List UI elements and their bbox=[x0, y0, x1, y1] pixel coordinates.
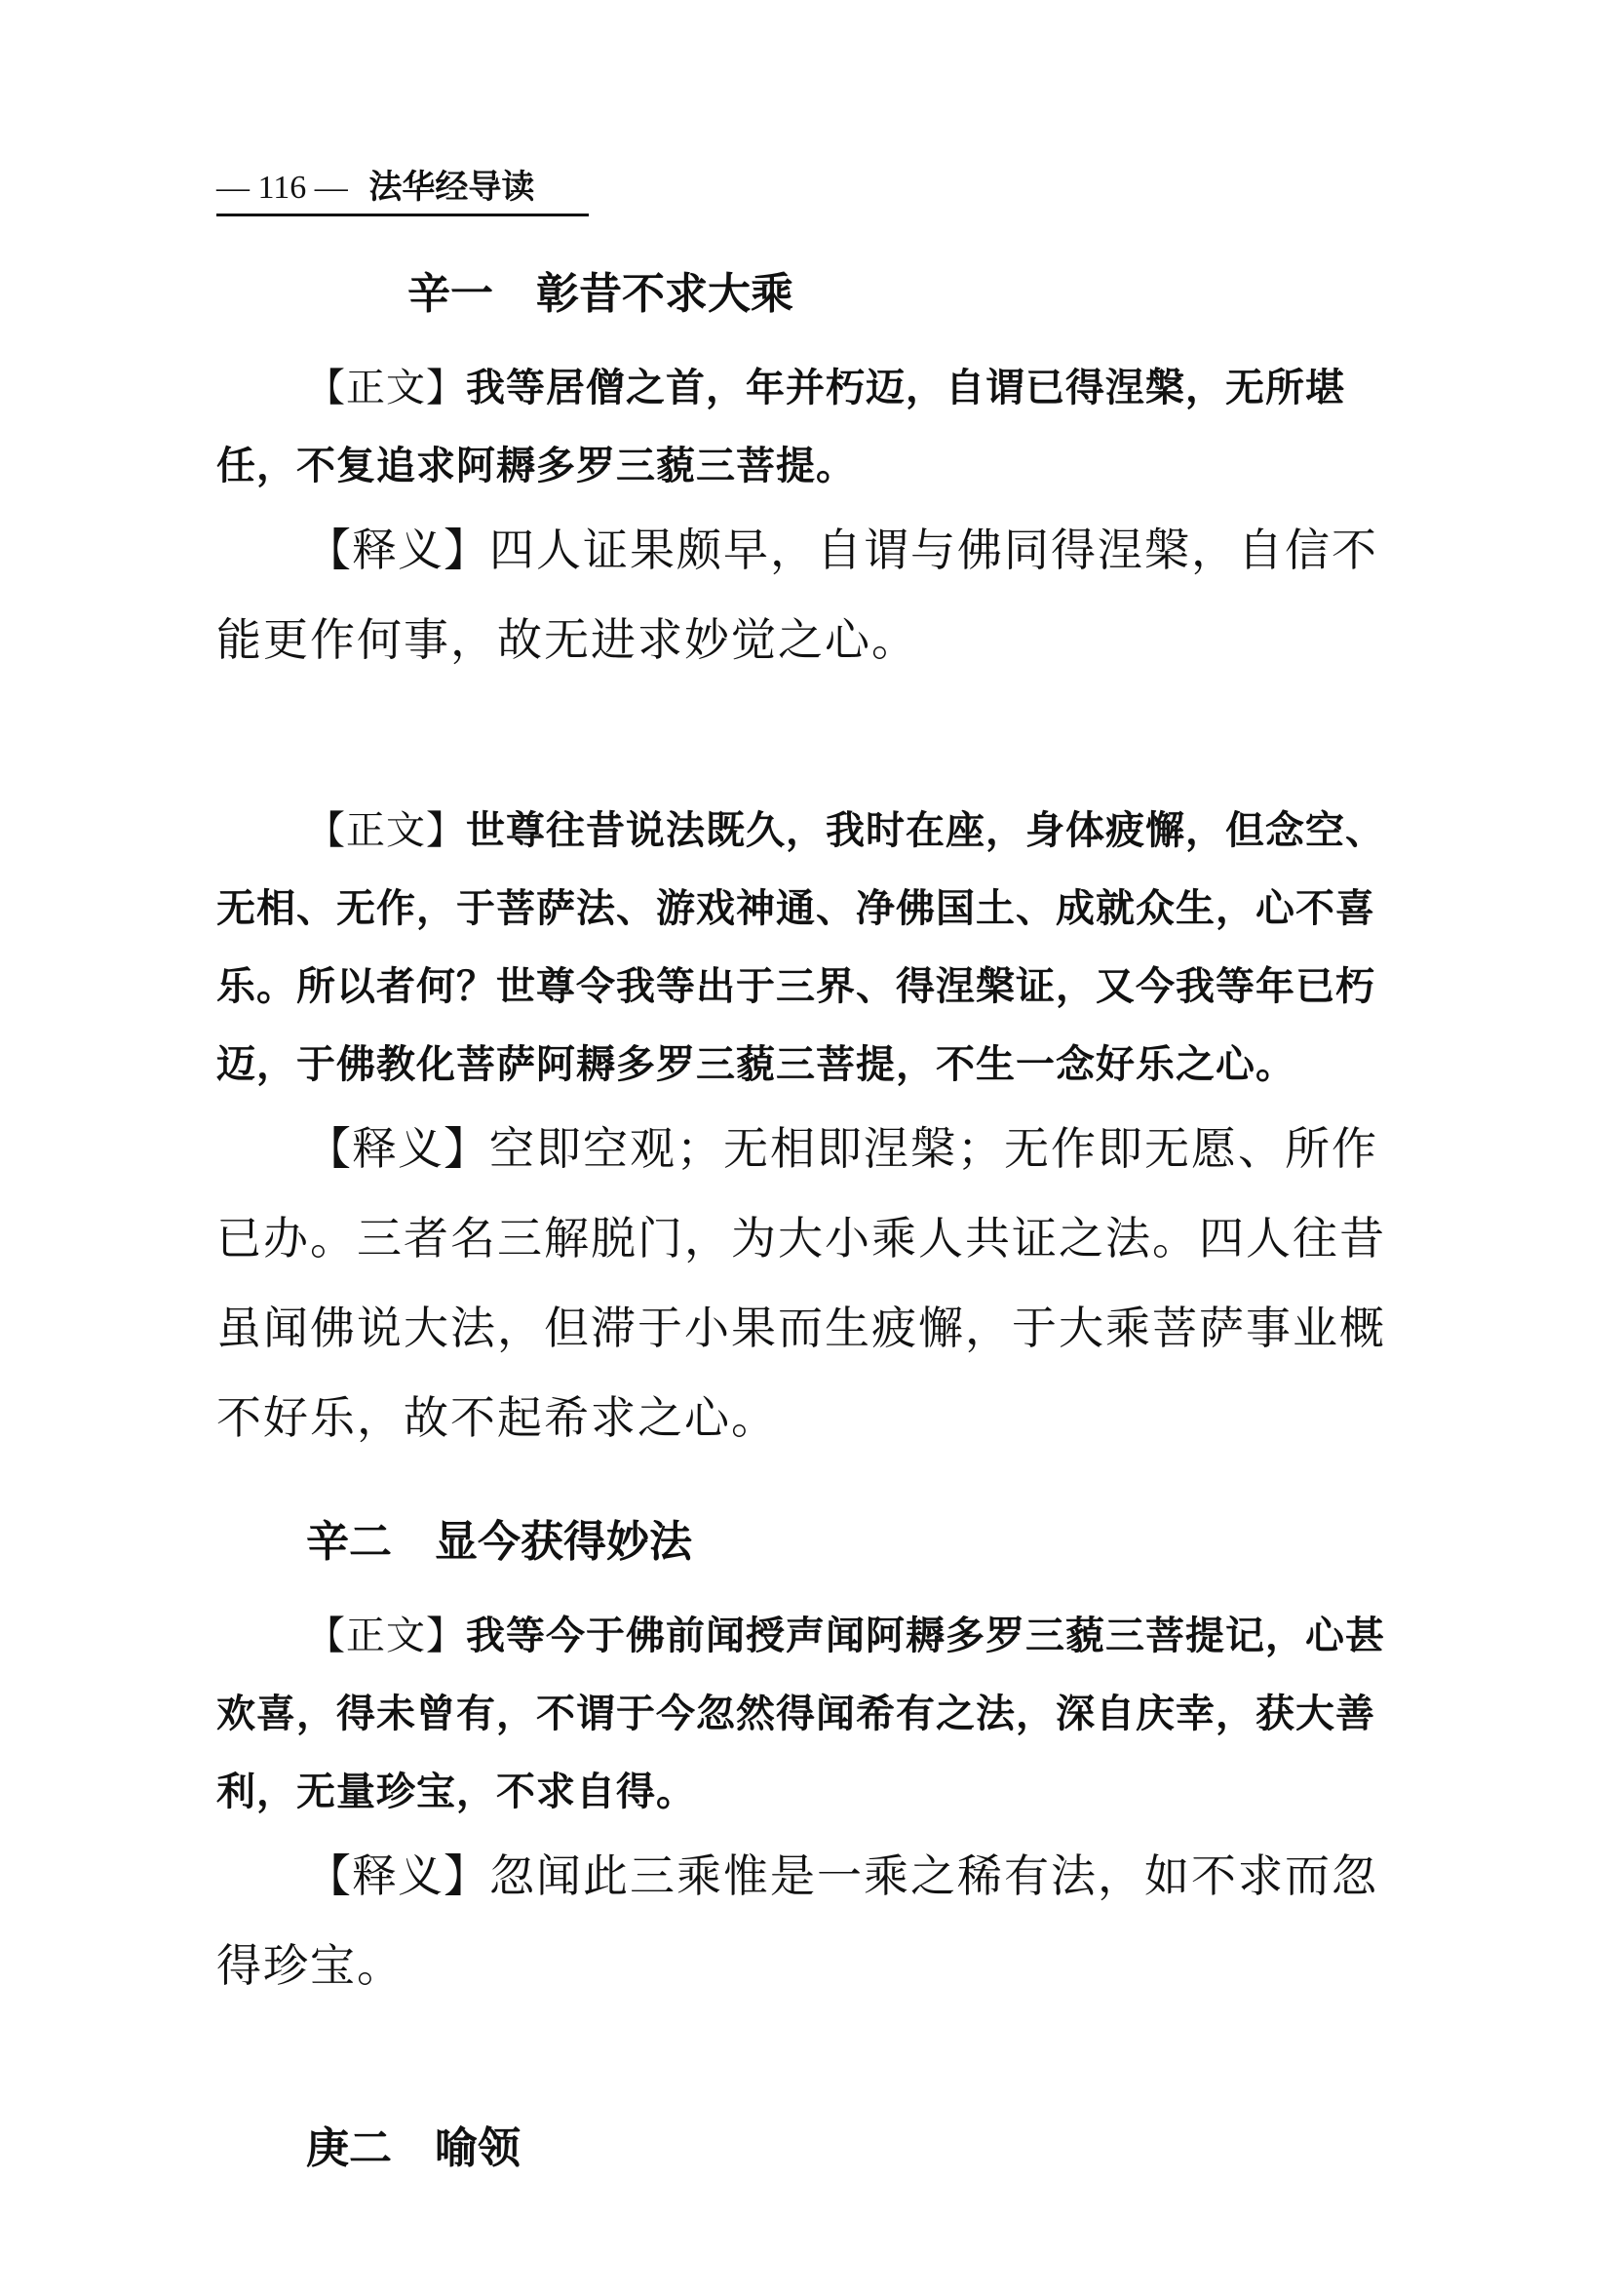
zhengwen-paragraph-3 bbox=[216, 1597, 1408, 1831]
shiyi-text: 忽闻此三乘惟是一乘之稀有法，如不求而忽得珍宝。 bbox=[216, 1849, 1378, 1992]
shiyi-tag: 【释义】 bbox=[306, 524, 489, 576]
section-heading-1: 辛一 彰昔不求大乘 bbox=[407, 269, 793, 319]
section-heading-2: 辛二 显今获得妙法 bbox=[306, 1517, 692, 1567]
zhengwen-tag: 【正文】 bbox=[306, 1614, 466, 1658]
shiyi-text: 空即空观；无相即涅槃；无作即无愿、所作已办。三者名三解脱门，为大小乘人共证之法。四人往昔虽闻佛说大法，但滞于小果而生疲懈，于大乘菩萨事业概不好乐，故不起希求之心。 bbox=[216, 1122, 1386, 1444]
page-number: — 116 — bbox=[216, 170, 348, 206]
shiyi-tag: 【释义】 bbox=[306, 1849, 489, 1902]
shiyi-tag: 【释义】 bbox=[306, 1122, 489, 1175]
shiyi-paragraph-1 bbox=[216, 505, 1408, 684]
zhengwen-text: 我等今于佛前闻授声闻阿耨多罗三藐三菩提记，心甚欢喜，得未曾有，不谓于今忽然得闻希有之法，深自庆幸，获大善利，无量珍宝，不求自得。 bbox=[216, 1614, 1385, 1814]
zhengwen-paragraph-1 bbox=[216, 349, 1408, 505]
zhengwen-text: 世尊往昔说法既久，我时在座，身体疲懈，但念空、无相、无作，于菩萨法、游戏神通、净佛国土、成就众生，心不喜乐。所以者何？世尊令我等出于三界、得涅槃证，又今我等年已朽迈，于佛教化菩萨阿耨多罗三藐三菩提，不生一念好乐之心。 bbox=[216, 808, 1385, 1087]
shiyi-text: 四人证果颇早，自谓与佛同得涅槃，自信不能更作何事，故无进求妙觉之心。 bbox=[216, 524, 1378, 666]
zhengwen-tag: 【正文】 bbox=[306, 366, 466, 410]
zhengwen-paragraph-2 bbox=[216, 792, 1408, 1104]
shiyi-paragraph-2 bbox=[216, 1104, 1408, 1462]
zhengwen-text: 我等居僧之首，年并朽迈，自谓已得涅槃，无所堪任，不复追求阿耨多罗三藐三菩提。 bbox=[216, 366, 1345, 488]
chapter-heading: 庚二 喻领 bbox=[306, 2123, 521, 2173]
book-title: 法华经导读 bbox=[368, 168, 535, 207]
page-body bbox=[216, 263, 1408, 2180]
shiyi-paragraph-3 bbox=[216, 1831, 1408, 2010]
zhengwen-tag: 【正文】 bbox=[306, 808, 466, 853]
running-header bbox=[216, 164, 589, 216]
